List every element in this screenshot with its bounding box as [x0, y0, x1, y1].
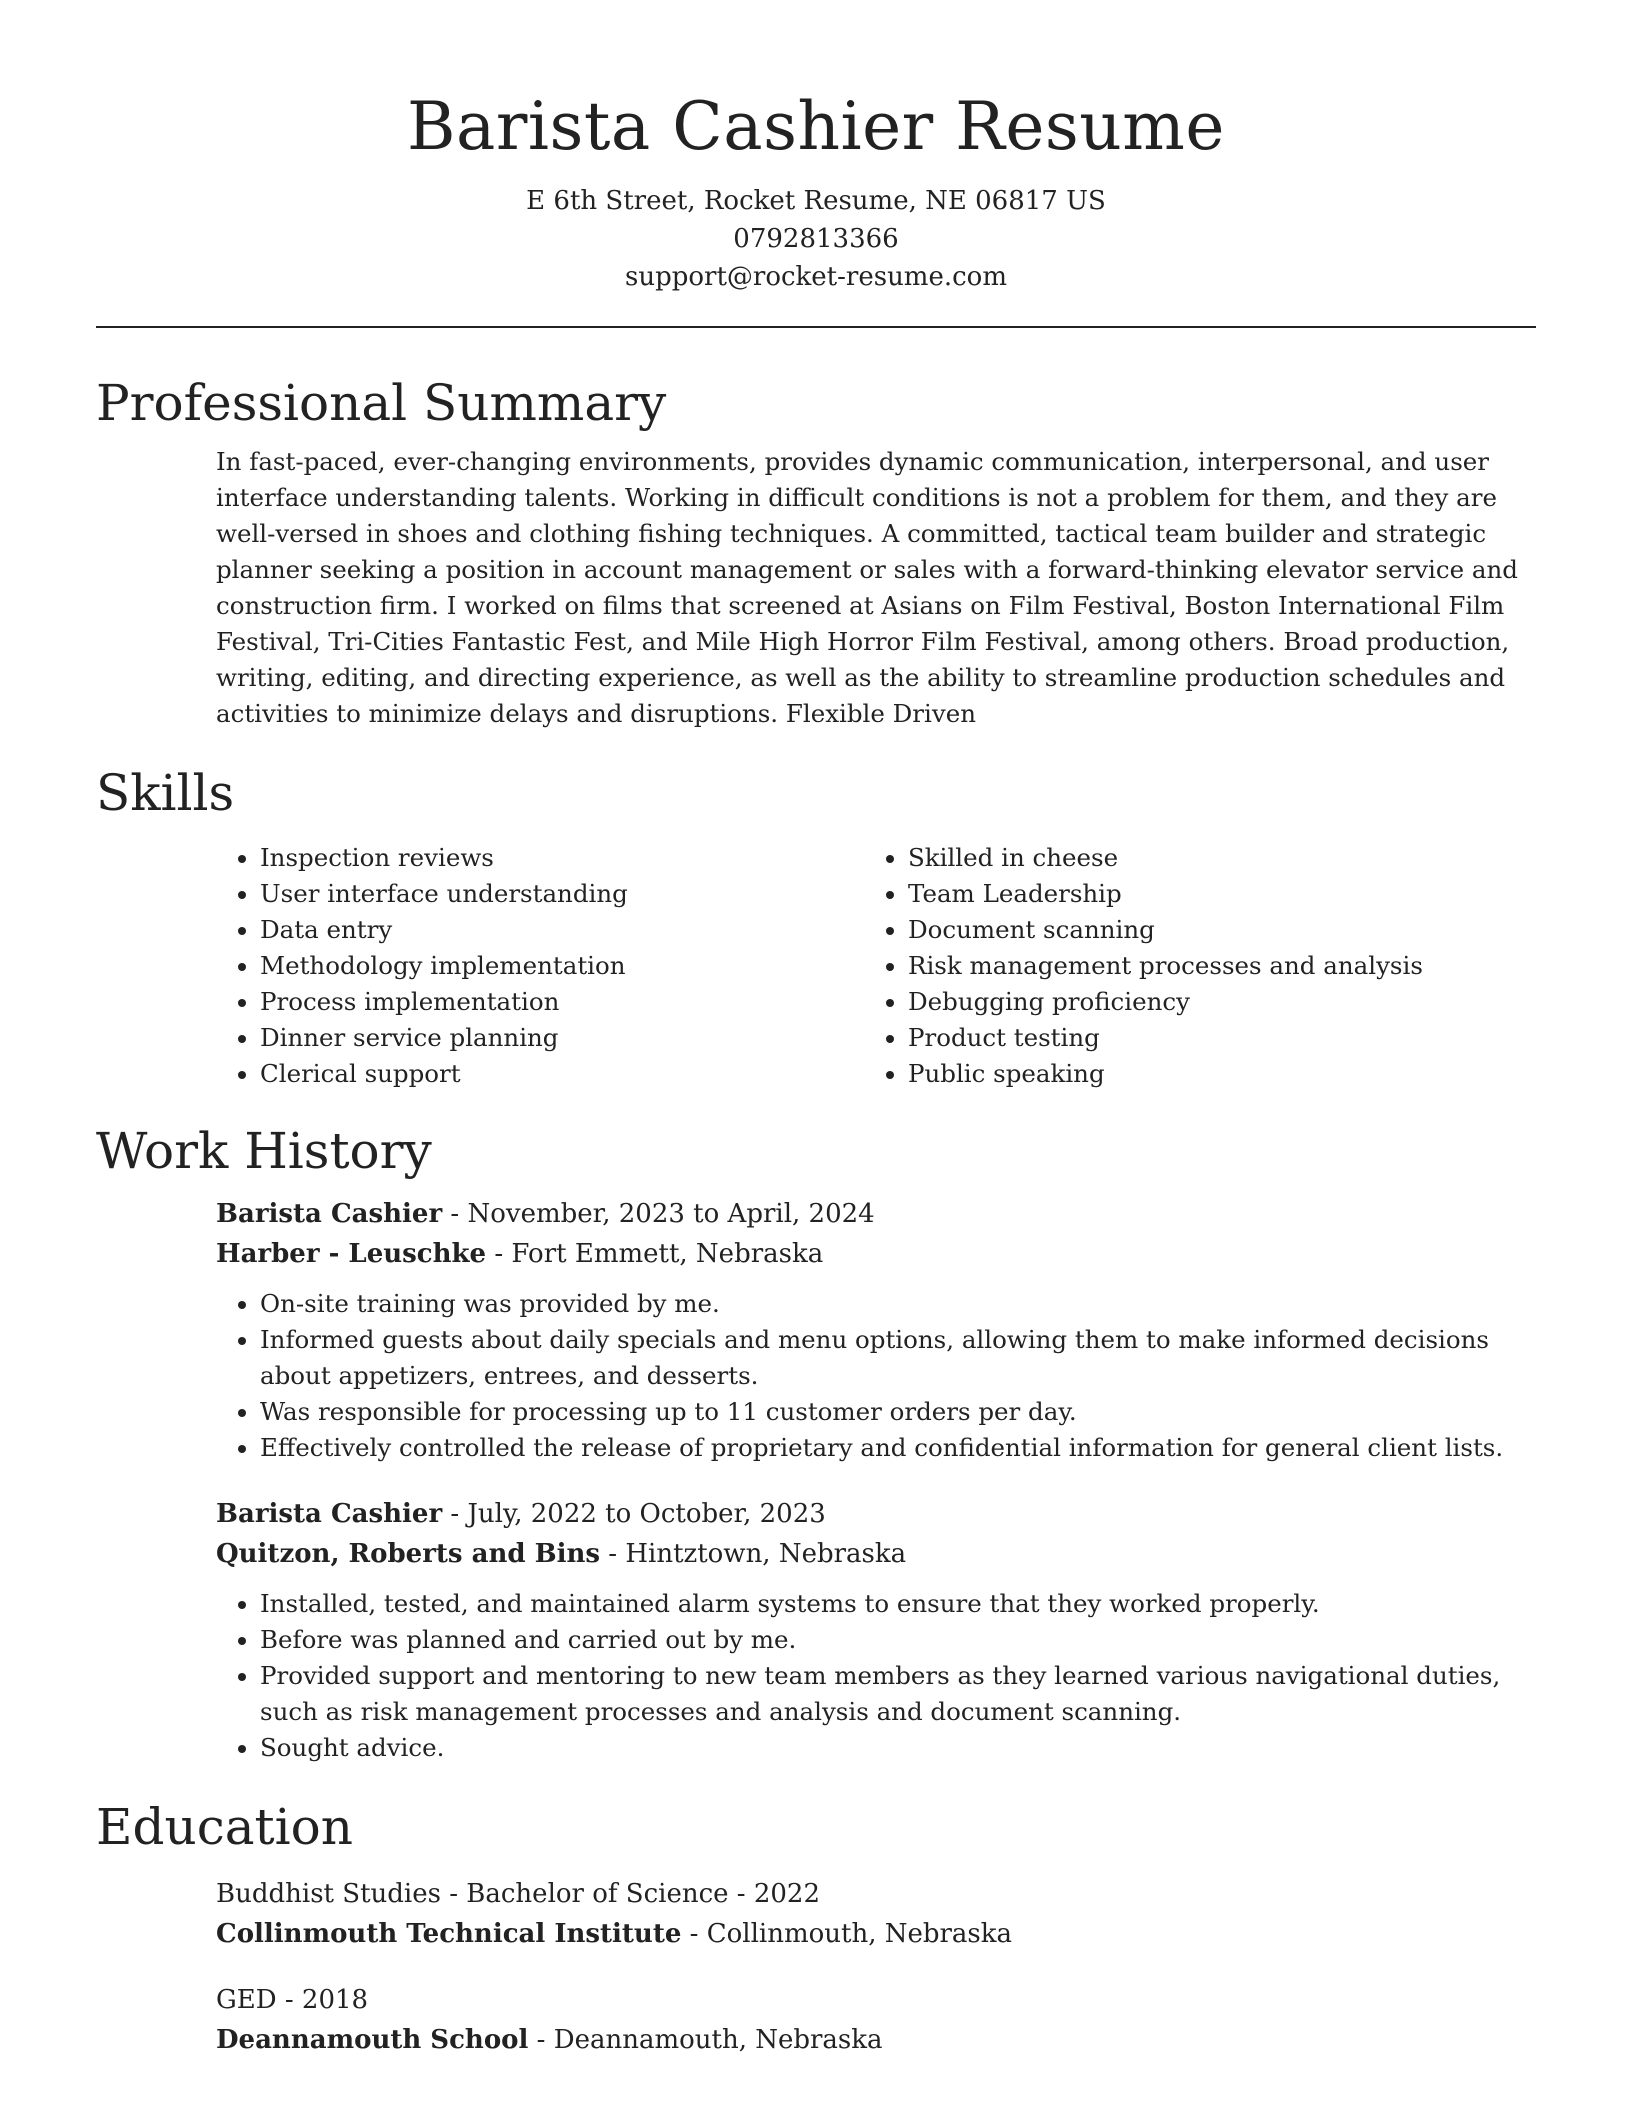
separator: -	[528, 2025, 554, 2055]
job-title: Barista Cashier	[216, 1199, 443, 1229]
skill-item: • Document scanning	[908, 912, 1536, 948]
summary-text: In fast-paced, ever-changing environments, provides dynamic communication, interpersonal, and user interface understanding talents. Working in difficult conditions is not a problem for them, and they are well-versed in shoes and clothing fishing techniques. A committed, tactical team builder and strategic planner seeking a position in account management or sales with a forward-thinking elevator service and construction firm. I worked on films that screened at Asians on Film Festival, Boston International Film Festival, Tri-Cities Fantastic Fest, and Mile High Horror Film Festival, among others. Broad production, writing, editing, and directing experience, as well as the ability to streamline production schedules and activities to minimize delays and disruptions. Flexible Driven	[216, 447, 1518, 728]
job-title-line	[216, 1494, 1536, 1534]
job-bullet: • Sought advice.	[260, 1730, 1536, 1766]
education-school-line	[216, 1914, 1536, 1954]
job-entry	[216, 1194, 1536, 1466]
contact-email: support@rocket-resume.com	[624, 262, 1007, 292]
skill-item: • Debugging proficiency	[908, 984, 1536, 1020]
education-school: Collinmouth Technical Institute	[216, 1919, 682, 1949]
separator: -	[681, 1919, 707, 1949]
skill-item: • Team Leadership	[908, 876, 1536, 912]
job-company-line	[216, 1534, 1536, 1574]
header-divider	[96, 326, 1536, 328]
skill-item: • Risk management processes and analysis	[908, 948, 1536, 984]
job-title-line	[216, 1194, 1536, 1234]
skill-item: • User interface understanding	[260, 876, 864, 912]
skills-section	[96, 840, 1536, 1092]
resume-header	[96, 0, 1536, 296]
education-location: Deannamouth, Nebraska	[553, 2025, 883, 2055]
job-location: Hintztown, Nebraska	[625, 1539, 907, 1569]
contact-address: E 6th Street, Rocket Resume, NE 06817 US	[526, 186, 1106, 216]
summary-section	[96, 444, 1536, 732]
skill-item: • Product testing	[908, 1020, 1536, 1056]
education-entry	[216, 1980, 1536, 2060]
skill-item: • Skilled in cheese	[908, 840, 1536, 876]
skills-list-right	[864, 840, 1536, 1092]
skills-grid	[216, 840, 1536, 1092]
contact-block	[96, 182, 1536, 296]
resume-title: Barista Cashier Resume	[407, 88, 1225, 165]
job-bullet: • Informed guests about daily specials and menu options, allowing them to make informed decisions about appetizers, entrees, and desserts.	[260, 1322, 1536, 1394]
job-title: Barista Cashier	[216, 1499, 443, 1529]
skills-list-left	[216, 840, 864, 1092]
skill-item: • Data entry	[260, 912, 864, 948]
separator: -	[442, 1199, 468, 1229]
work-history-section	[96, 1194, 1536, 1766]
job-location: Fort Emmett, Nebraska	[511, 1239, 824, 1269]
summary-heading: Professional Summary	[96, 374, 667, 432]
skill-item: • Methodology implementation	[260, 948, 864, 984]
work-history-heading: Work History	[96, 1122, 432, 1180]
job-bullet: • Effectively controlled the release of proprietary and confidential information for general client lists.	[260, 1430, 1536, 1466]
education-degree: Buddhist Studies - Bachelor of Science - 2022	[216, 1879, 821, 1909]
job-bullets	[216, 1286, 1536, 1466]
education-school-line	[216, 2020, 1536, 2060]
job-bullet: • Provided support and mentoring to new team members as they learned various navigational duties, such as risk management processes and analysis and document scanning.	[260, 1658, 1536, 1730]
education-heading: Education	[96, 1798, 353, 1856]
job-company-line	[216, 1234, 1536, 1274]
job-dates: July, 2022 to October, 2023	[467, 1499, 826, 1529]
skill-item: • Process implementation	[260, 984, 864, 1020]
job-company: Harber - Leuschke	[216, 1239, 487, 1269]
separator: -	[442, 1499, 468, 1529]
job-bullets	[216, 1586, 1536, 1766]
contact-phone: 0792813366	[733, 224, 899, 254]
separator: -	[486, 1239, 512, 1269]
job-dates: November, 2023 to April, 2024	[467, 1199, 875, 1229]
separator: -	[600, 1539, 626, 1569]
education-entry	[216, 1874, 1536, 1954]
education-location: Collinmouth, Nebraska	[706, 1919, 1013, 1949]
job-company: Quitzon, Roberts and Bins	[216, 1539, 600, 1569]
education-school: Deannamouth School	[216, 2025, 529, 2055]
education-section	[96, 1874, 1536, 2060]
job-bullet: • Installed, tested, and maintained alarm systems to ensure that they worked properly.	[260, 1586, 1536, 1622]
job-bullet: • Was responsible for processing up to 11 customer orders per day.	[260, 1394, 1536, 1430]
skills-heading: Skills	[96, 764, 235, 822]
skill-item: • Inspection reviews	[260, 840, 864, 876]
job-entry	[216, 1494, 1536, 1766]
skill-item: • Public speaking	[908, 1056, 1536, 1092]
skill-item: • Clerical support	[260, 1056, 864, 1092]
job-bullet: • On-site training was provided by me.	[260, 1286, 1536, 1322]
job-bullet: • Before was planned and carried out by me.	[260, 1622, 1536, 1658]
skill-item: • Dinner service planning	[260, 1020, 864, 1056]
education-degree: GED - 2018	[216, 1985, 369, 2015]
